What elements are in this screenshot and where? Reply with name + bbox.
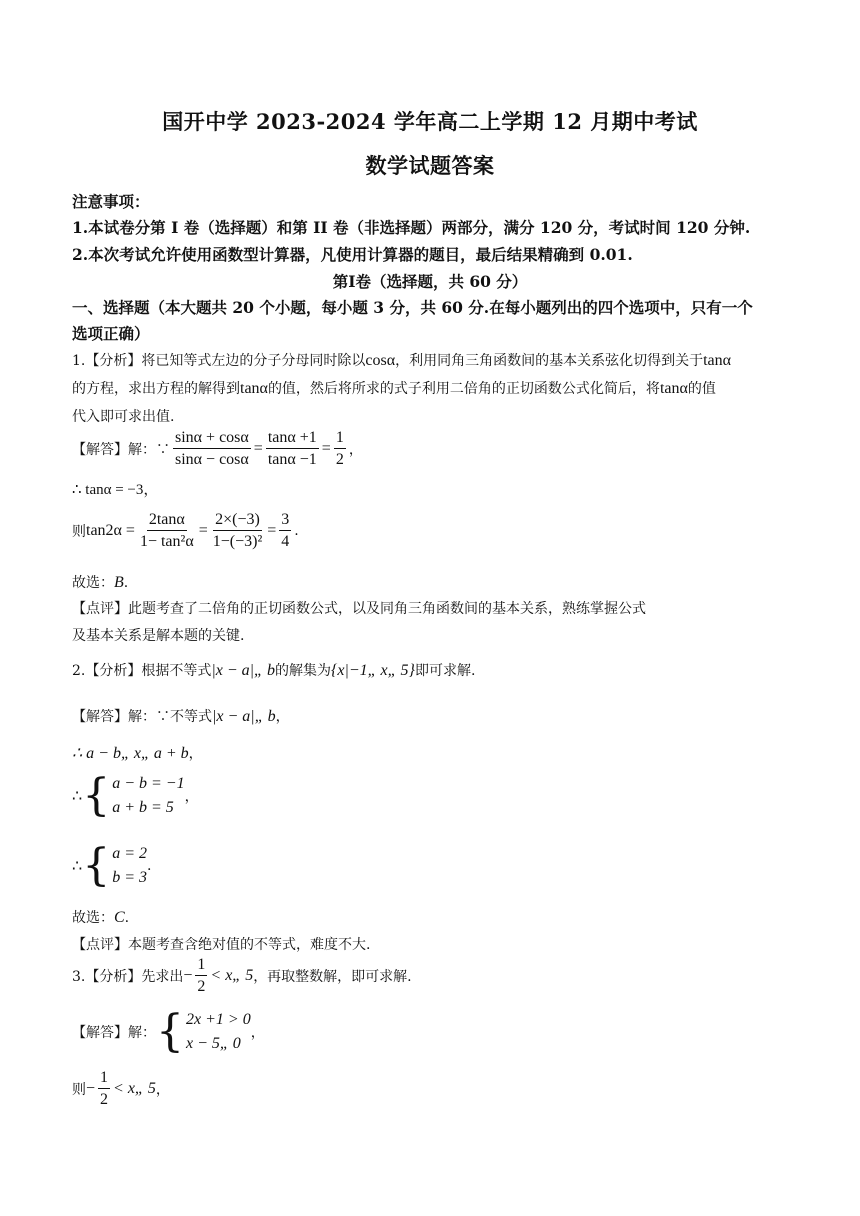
fraction: $\frac{\sin\alpha + \cos\alpha}{\sin\alpha - \cos\alpha}$ [175, 429, 249, 468]
fraction: $\frac{2\times(-3)}{\text{1−(−3)²}}$ [212, 511, 263, 550]
part-heading-line-1: 一、选择题（本大题共 20 个小题，每小题 3 分，共 60 分.在每小题列出的四个选项中，只有一个 [72, 298, 753, 317]
fraction: $\frac{1}{2}$ [335, 429, 344, 468]
q2-system-1: ∴ { a − b = −1 a + b = 5 ， [72, 770, 199, 821]
q2-comment: 【点评】本题考查含绝对值的不等式，难度不大. [72, 937, 371, 953]
q1-comment-line-2: 及基本关系是解本题的关键. [72, 628, 245, 644]
q1-solution-line-2: ∴ tanα = −3， [72, 482, 159, 498]
q2-solution-line-1: 【解答】解：∵不等式|x − a|„ b， [72, 708, 290, 725]
q1-choice: 故选：B. [72, 574, 129, 591]
fraction: $\frac{3}{4}$ [281, 511, 290, 550]
fraction: $\frac{2\tan\alpha}{\text{1− tan²α}}$ [139, 511, 194, 550]
document-subtitle: 数学试题答案 [365, 153, 495, 178]
q3-solution-line-1: 【解答】解： { 2x +1 > 0 x − 5„ 0 ， [72, 1006, 265, 1057]
q1-analysis-line-2: 的方程，求出方程的解得到tanα的值，然后将所求的式子利用二倍角的正切函数公式化简后，将tanα的值 [72, 380, 716, 397]
q1-analysis-line-1: 1.【分析】将已知等式左边的分子分母同时除以cosα，利用同角三角函数间的基本关系弦化切得到关于tanα [72, 352, 732, 369]
q3-analysis: 3.【分析】先求出 − $\frac{1}{2}$ < x„ 5 ，再取整数解，即可求解. [72, 956, 412, 995]
document-title: 国开中学 2023-2024 学年高二上学期 12 月期中考试 [162, 109, 698, 134]
part-heading-line-2: 选项正确） [72, 324, 150, 343]
q2-choice: 故选：C. [72, 909, 130, 926]
brace: { [82, 770, 111, 821]
q3-solution-line-2: 则 − $\frac{1}{2}$ < x„ 5 ， [72, 1069, 170, 1108]
q2-analysis: 2.【分析】根据不等式|x − a|„ b的解集为{x|−1„ x„ 5}即可求解. [72, 662, 476, 679]
volume-title: 第Ⅰ卷（选择题，共 60 分） [332, 272, 528, 291]
notes-item-1: 1.本试卷分第 I 卷（选择题）和第 II 卷（非选择题）两部分，满分 120 分，考试时间 120 分钟. [72, 218, 751, 237]
fraction: $\frac{\tan\alpha +1}{\tan\alpha -1}$ [267, 429, 317, 468]
brace: { [82, 840, 111, 891]
q1-comment-line-1: 【点评】此题考查了二倍角的正切函数公式，以及同角三角函数间的基本关系，熟练掌握公式 [72, 601, 646, 617]
q1-solution-line-3: 则 tan2α = $\frac{2\tan\alpha}{\text{1− tan²α}}$ = $\frac{2\times(-3)}{\text{1−(−3)²}}$ = $\frac{3}{4}$ . [72, 511, 299, 550]
fraction: $\frac{1}{2}$ [100, 1069, 109, 1108]
q1-solution-line-1: 【解答】解：∵ $\frac{\sin\alpha + \cos\alpha}{\sin\alpha - \cos\alpha}$ = $\frac{\tan\alpha +1}{\tan\alpha -1}$ = $\frac{1}{2}$ ， [72, 429, 363, 468]
notes-heading: 注意事项： [72, 192, 150, 211]
q2-system-2: ∴ { a = 2 b = 3 . [72, 840, 152, 891]
q2-solution-line-2: ∴ a − b„ x„ a + b， [72, 745, 203, 762]
q1-analysis-line-3: 代入即可求出值. [72, 409, 175, 425]
notes-item-2: 2.本次考试允许使用函数型计算器，凡使用计算器的题目，最后结果精确到 0.01. [72, 245, 633, 264]
brace: { [156, 1006, 184, 1057]
fraction: $\frac{1}{2}$ [197, 956, 206, 995]
